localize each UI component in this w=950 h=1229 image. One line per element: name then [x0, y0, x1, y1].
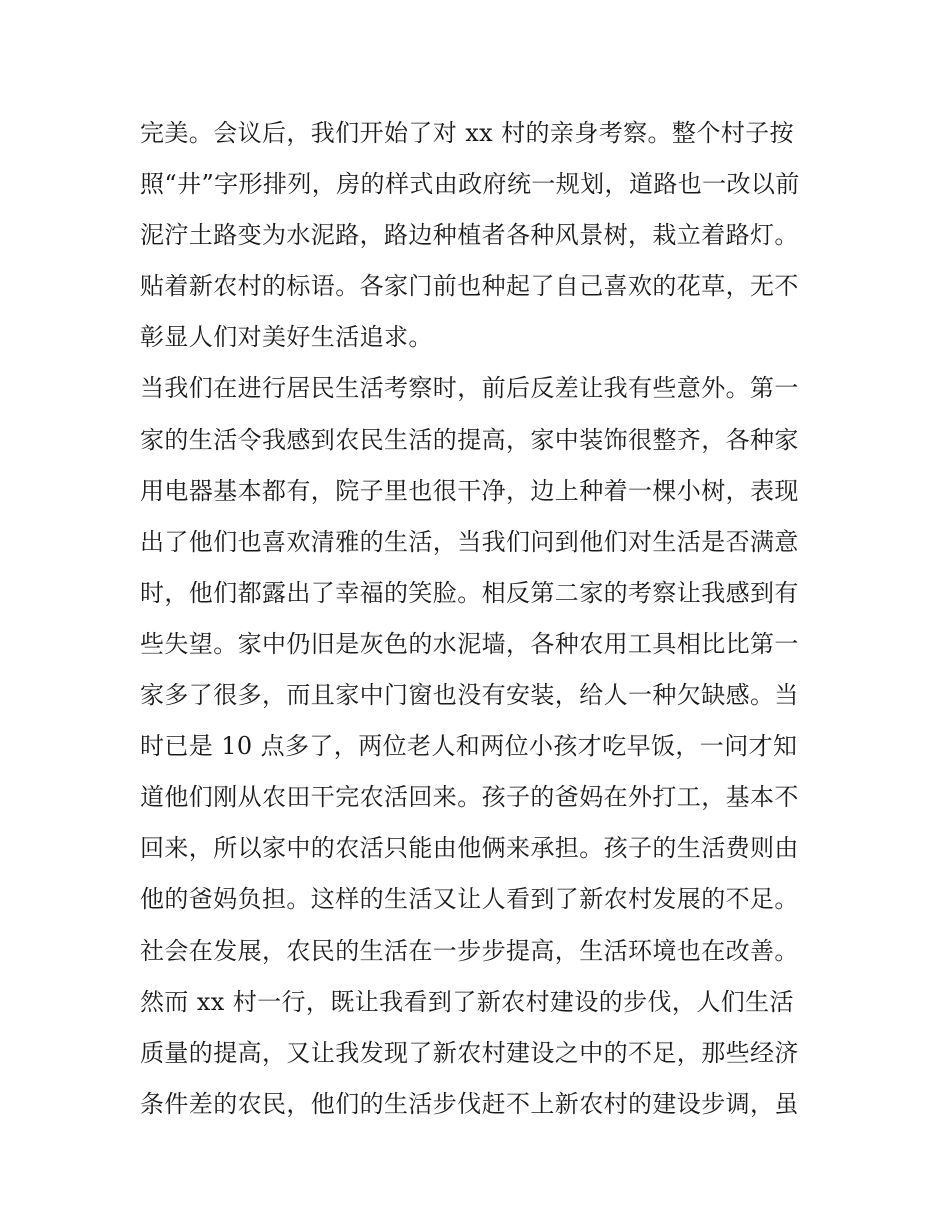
text-line: 当我们在进行居民生活考察时，前后反差让我有些意外。第一	[140, 374, 799, 403]
text-line: 些失望。家中仍旧是灰色的水泥墙，各种农用工具相比比第一	[140, 629, 799, 658]
text-line: 道他们刚从农田干完农活回来。孩子的爸妈在外打工，基本不	[140, 783, 799, 812]
text-line: 用电器基本都有，院子里也很干净，边上种着一棵小树，表现	[140, 476, 799, 505]
text-line: 条件差的农民，他们的生活步伐赶不上新农村的建设步调，虽	[140, 1089, 799, 1118]
text-line: 时，他们都露出了幸福的笑脸。相反第二家的考察让我感到有	[140, 578, 799, 607]
text-line: 家多了很多，而且家中门窗也没有安装，给人一种欠缺感。当	[140, 681, 799, 710]
text-line: 完美。会议后，我们开始了对 xx 村的亲身考察。整个村子按	[140, 119, 794, 147]
text-line: 然而 xx 村一行，既让我看到了新农村建设的步伐，人们生活	[140, 987, 794, 1016]
text-line: 时已是 10 点多了，两位老人和两位小孩才吃早饭，一问才知	[140, 732, 798, 761]
text-line: 他的爸妈负担。这样的生活又让人看到了新农村发展的不足。	[140, 885, 799, 914]
text-line: 彰显人们对美好生活追求。	[140, 323, 433, 352]
text-line: 泥泞土路变为水泥路，路边种植者各种风景树，栽立着路灯。	[140, 221, 799, 250]
text-line: 出了他们也喜欢清雅的生活，当我们问到他们对生活是否满意	[140, 527, 799, 556]
text-line: 社会在发展，农民的生活在一步步提高，生活环境也在改善。	[140, 936, 799, 965]
text-line: 贴着新农村的标语。各家门前也种起了自己喜欢的花草，无不	[140, 272, 799, 301]
body-text	[140, 108, 820, 1130]
text-line: 质量的提高，又让我发现了新农村建设之中的不足，那些经济	[140, 1038, 799, 1067]
text-line: 回来，所以家中的农活只能由他俩来承担。孩子的生活费则由	[140, 834, 799, 863]
text-line: 照“井”字形排列，房的样式由政府统一规划，道路也一改以前	[140, 170, 800, 199]
text-line: 家的生活令我感到农民生活的提高，家中装饰很整齐，各种家	[140, 425, 799, 454]
